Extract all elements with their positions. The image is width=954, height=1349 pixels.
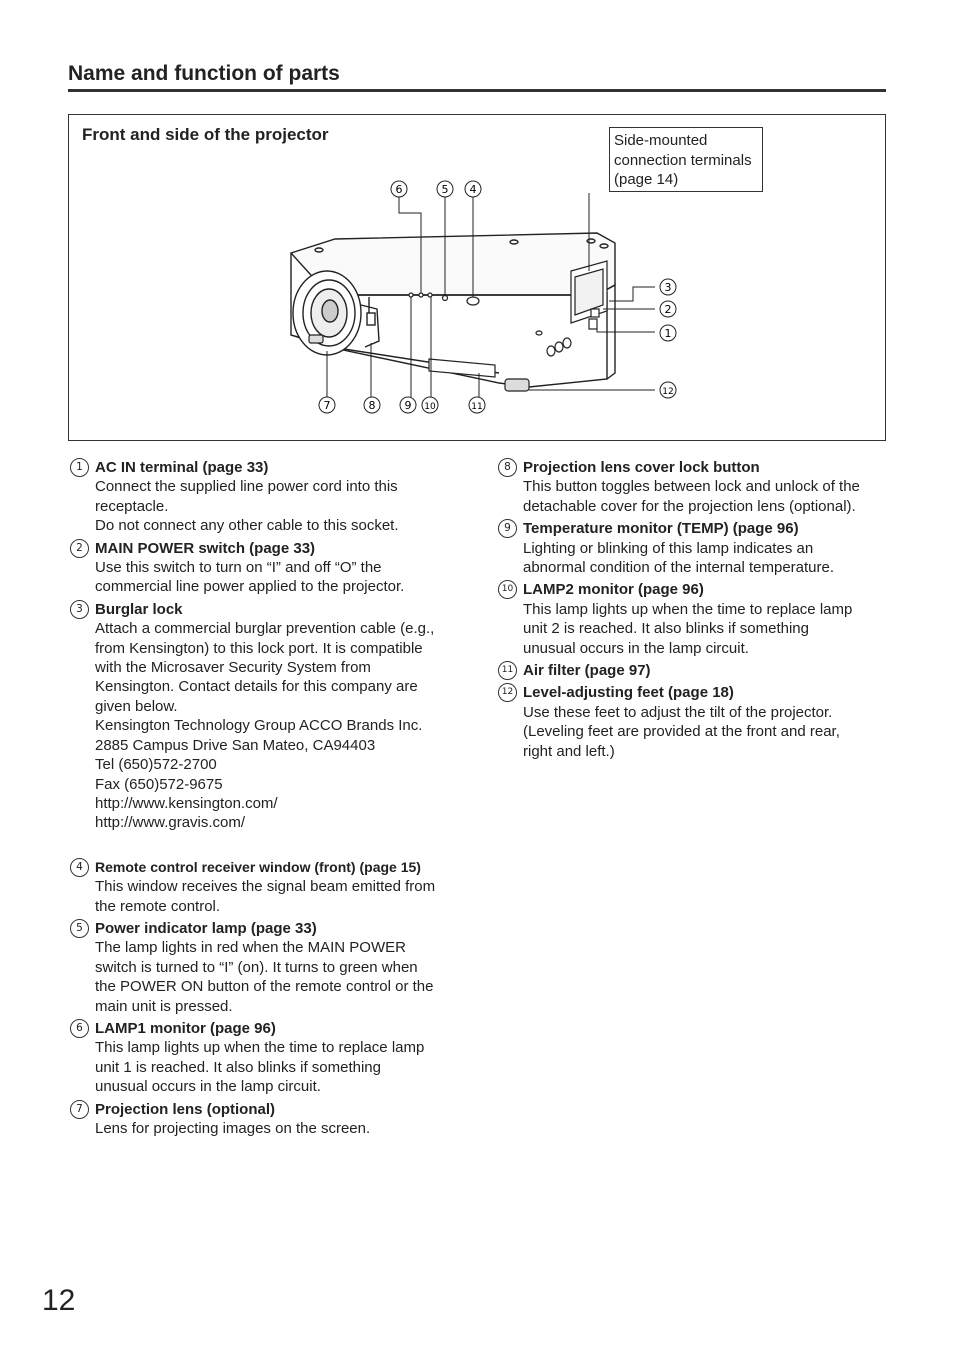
- part-heading: Remote control receiver window (front) (page 15): [95, 858, 421, 875]
- figure-title: Front and side of the projector: [82, 125, 329, 144]
- part-number-marker: 1: [70, 458, 89, 477]
- svg-text:6: 6: [395, 183, 403, 196]
- svg-text:1: 1: [664, 327, 672, 340]
- part-heading: Air filter (page 97): [523, 662, 651, 680]
- part-description: This button toggles between lock and unlock of the: [523, 478, 860, 496]
- marker-1: [660, 325, 676, 341]
- svg-text:9: 9: [404, 399, 412, 412]
- part-heading: LAMP1 monitor (page 96): [95, 1019, 276, 1037]
- part-heading: Projection lens (optional): [95, 1100, 276, 1118]
- part-number-marker: 11: [498, 661, 517, 680]
- part-number-marker: 5: [70, 919, 89, 938]
- svg-text:11: 11: [471, 402, 483, 412]
- part-item-11: [498, 661, 888, 680]
- marker-11: [469, 397, 485, 413]
- marker-4: [465, 181, 481, 197]
- callout-line: connection terminals: [614, 151, 752, 169]
- title-rule: [68, 89, 886, 92]
- svg-text:7: 7: [323, 399, 331, 412]
- part-item-6: [70, 1019, 462, 1097]
- part-item-2: [70, 539, 462, 597]
- part-item-3: [70, 600, 462, 833]
- part-heading: Burglar lock: [95, 600, 183, 618]
- part-description: http://www.kensington.com/: [95, 794, 278, 812]
- svg-text:8: 8: [368, 399, 376, 412]
- marker-6: [391, 181, 407, 197]
- part-description: abnormal condition of the internal temperature.: [523, 559, 835, 577]
- part-description: Attach a commercial burglar prevention cable (e.g.,: [95, 620, 435, 638]
- part-item-9: [498, 519, 888, 577]
- part-description: Lens for projecting images on the screen.: [95, 1120, 371, 1137]
- part-description: the remote control.: [95, 897, 221, 915]
- part-description: http://www.gravis.com/: [95, 814, 246, 832]
- part-description: from Kensington) to this lock port. It is compatible: [95, 639, 423, 657]
- part-description: Fax (650)572-9675: [95, 775, 223, 793]
- marker-8: [364, 397, 380, 413]
- page-number: 12: [42, 1284, 76, 1317]
- projector-figure: [68, 114, 886, 441]
- marker-12: [660, 382, 676, 398]
- air-filter-slot: [429, 359, 495, 377]
- page-title: Name and function of parts: [68, 62, 340, 85]
- marker-9: [400, 397, 416, 413]
- part-description: with the Microsaver Security System from: [95, 659, 371, 677]
- part-description: Lighting or blinking of this lamp indicates an: [523, 539, 814, 557]
- figure-number-markers: [319, 181, 676, 413]
- side-terminals-callout: [609, 127, 763, 192]
- svg-text:4: 4: [469, 183, 477, 196]
- svg-text:10: 10: [424, 402, 436, 412]
- part-description: Do not connect any other cable to this socket.: [95, 517, 399, 535]
- part-description: right and left.): [523, 742, 615, 760]
- part-description: This lamp lights up when the time to replace lamp: [95, 1039, 425, 1057]
- part-item-12: [498, 683, 888, 761]
- part-heading: AC IN terminal (page 33): [95, 459, 269, 476]
- part-number-marker: 10: [498, 580, 517, 599]
- part-item-5: [70, 919, 462, 1016]
- marker-3: [660, 279, 676, 295]
- part-description: the POWER ON button of the remote control or the: [95, 978, 434, 996]
- parts-list-right: [498, 458, 888, 764]
- part-heading: Level-adjusting feet (page 18): [523, 684, 734, 702]
- svg-text:12: 12: [662, 387, 674, 397]
- part-description: unusual occurs in the lamp circuit.: [523, 639, 749, 657]
- part-item-1: [70, 458, 462, 536]
- marker-10: [422, 397, 438, 413]
- marker-2: [660, 301, 676, 317]
- part-number-marker: 12: [498, 683, 517, 702]
- part-description: (Leveling feet are provided at the front and rear,: [523, 723, 840, 741]
- part-item-10: [498, 580, 888, 658]
- part-description: Use this switch to turn on “I” and off “O” the: [95, 559, 382, 577]
- svg-text:2: 2: [664, 303, 672, 316]
- part-number-marker: 3: [70, 600, 89, 619]
- part-heading: Temperature monitor (TEMP) (page 96): [523, 520, 799, 538]
- part-heading: Power indicator lamp (page 33): [95, 919, 317, 937]
- part-description: Connect the supplied line power cord into this: [95, 478, 398, 496]
- part-number-marker: 6: [70, 1019, 89, 1038]
- marker-7: [319, 397, 335, 413]
- part-description: 2885 Campus Drive San Mateo, CA94403: [95, 736, 376, 754]
- marker-5: [437, 181, 453, 197]
- part-heading: Projection lens cover lock button: [523, 459, 760, 476]
- part-heading: MAIN POWER switch (page 33): [95, 539, 316, 557]
- spacer: [70, 836, 462, 858]
- part-description: Use these feet to adjust the tilt of the projector.: [523, 703, 833, 721]
- part-description: unit 2 is reached. It also blinks if something: [523, 620, 809, 638]
- part-description: The lamp lights in red when the MAIN POWER: [95, 939, 406, 957]
- part-description: given below.: [95, 697, 178, 715]
- parts-list-left: [70, 458, 462, 1141]
- part-number-marker: 4: [70, 858, 89, 877]
- part-description: unusual occurs in the lamp circuit.: [95, 1078, 321, 1096]
- callout-line: Side-mounted: [614, 132, 708, 149]
- part-item-8: [498, 458, 888, 516]
- part-number-marker: 8: [498, 458, 517, 477]
- part-description: unit 1 is reached. It also blinks if something: [95, 1058, 381, 1076]
- part-number-marker: 2: [70, 539, 89, 558]
- part-heading: LAMP2 monitor (page 96): [523, 581, 704, 599]
- svg-text:3: 3: [664, 281, 672, 294]
- part-description: detachable cover for the projection lens (optional).: [523, 497, 856, 515]
- part-description: Kensington Technology Group ACCO Brands Inc.: [95, 717, 423, 735]
- part-description: This lamp lights up when the time to replace lamp: [523, 600, 853, 618]
- part-item-4: [70, 858, 462, 916]
- part-description: Tel (650)572-2700: [95, 756, 217, 774]
- part-item-7: [70, 1100, 462, 1139]
- part-description: receptacle.: [95, 497, 169, 515]
- part-number-marker: 9: [498, 519, 517, 538]
- part-description: main unit is pressed.: [95, 997, 233, 1015]
- callout-line: (page 14): [614, 171, 679, 188]
- part-description: Kensington. Contact details for this company are: [95, 678, 418, 696]
- part-description: This window receives the signal beam emitted from: [95, 878, 436, 896]
- part-description: commercial line power applied to the projector.: [95, 578, 405, 596]
- part-description: switch is turned to “I” (on). It turns to green when: [95, 958, 418, 976]
- svg-text:5: 5: [441, 183, 449, 196]
- part-number-marker: 7: [70, 1100, 89, 1119]
